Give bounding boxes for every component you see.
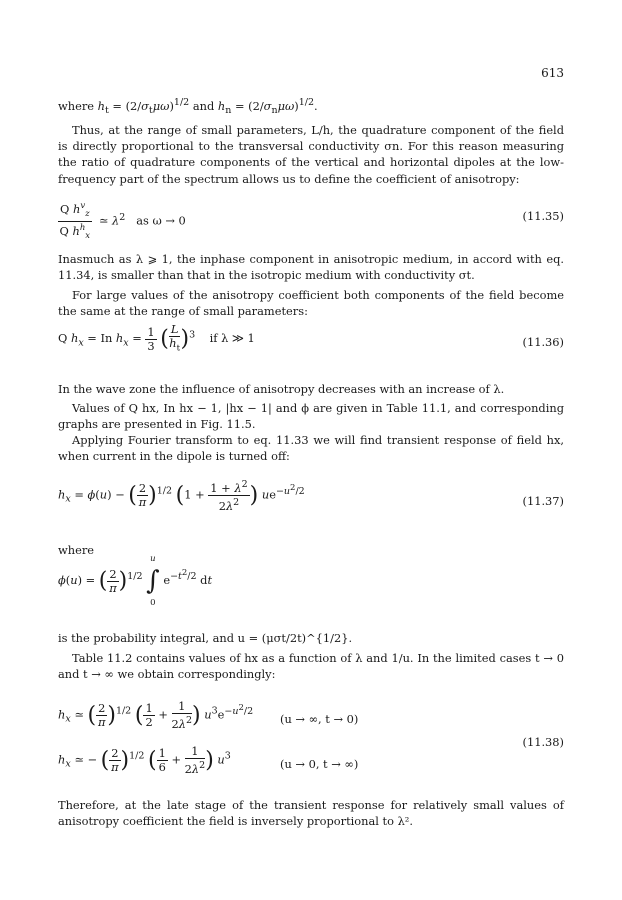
equation-11-36: Q $h_x = In$ $h_x$ = $\frac{1}{3}$ ( $\frac{L}{h_t}$ )$^3$ if λ ≫ 1 (11.36) (58, 322, 564, 354)
eq-11-35-number: (11.35) (522, 209, 564, 223)
equation-probability-integral: ϕ(u) = ( $\frac{2}{\pi}$ )$^{1/2}$ u ∫ 0 $e^{-t^2/2}$ dt (58, 554, 213, 608)
paragraph-inphase: Inasmuch as λ ⩾ 1, the inphase component in anisotropic medium, in accord with eq. 11.34, is smaller than that in the isotropic medium with conductivity σt. (58, 252, 564, 283)
equation-11-37: $h_x = \phi(u)$ − ( $\frac{2}{\pi}$ )$^{1/2}$ (1 + $\frac{1 + \lambda^2}{2\lambda^2}$ ) $ue^{-u^2/2}$ (11.37) (58, 479, 564, 513)
eq-11-36-number: (11.36) (522, 335, 564, 349)
paragraph-limited-cases: Table 11.2 contains values of hx as a function of λ and 1/u. In the limited cases t → 0 and t → ∞ we obtain correspondingly: (58, 651, 564, 682)
eq-11-37-number: (11.37) (522, 494, 564, 508)
eq-11-35-condition: as ω → 0 (136, 213, 186, 228)
paragraph-fourier: Applying Fourier transform to eq. 11.33 we will find transient response of field hx, when current in the dipole is turned off: (58, 433, 564, 464)
page-number: 613 (541, 66, 564, 80)
paragraph-anisotropy-intro: Thus, at the range of small parameters, L/h, the quadrature component of the field is directly proportional to the transversal conductivity σn. For this reason measuring the ratio of quadrature components of the vertical and horizontal dipoles at the low-frequency part of the spectrum allows us to define the coefficient of anisotropy: (58, 123, 564, 186)
paragraph-probability-integral: is the probability integral, and u = (μσt/2t)^{1/2}. (58, 631, 353, 645)
paragraph-values-table: Values of Q hx, In hx − 1, |hx − 1| and ϕ are given in Table 11.1, and corresponding graphs are presented in Fig. 11.5. (58, 401, 564, 432)
paragraph-large-values: For large values of the anisotropy coefficient both components of the field become the same at the range of small parameters: (58, 288, 564, 319)
equation-11-38-number-row (58, 735, 564, 751)
eq-11-38-condition-late: (u → 0, t → ∞) (280, 757, 359, 771)
paragraph-conclusion: Therefore, at the late stage of the transient response for relatively small values of anisotropy coefficient the field is inversely proportional to λ². (58, 798, 564, 829)
eq-11-36-condition: if λ ≫ 1 (209, 331, 255, 346)
equation-11-38-early: $h_x$ ≃ ( $\frac{2}{\pi}$ )$^{1/2}$ ( $\frac{1}{2}$ + $\frac{1}{2\lambda^2}$ ) $u^3e^{-u^2/2}$ (u → ∞, t → 0) (58, 699, 359, 731)
equation-11-35: $\frac{Q h^v_z}{Q h^h_x}$ ≃ $\lambda^2$ as ω → 0 (11.35) (59, 201, 564, 242)
where-line: where $h_t = (2/\sigma_t\mu\omega)^{1/2}$ and $h_n = (2/\sigma_n\mu\omega)^{1/2}$. (58, 97, 318, 117)
eq-11-38-number: (11.38) (522, 735, 564, 749)
eq-11-38-condition-early: (u → ∞, t → 0) (280, 712, 359, 726)
equation-11-38-late: $h_x$ ≃ − ( $\frac{2}{\pi}$ )$^{1/2}$ ( $\frac{1}{6}$ + $\frac{1}{2\lambda^2}$ ) $u^3$ (u → 0, t → ∞) (58, 744, 359, 776)
ratio-fraction: $\frac{Q h^v_z}{Q h^h_x}$ (59, 201, 91, 242)
integral-sign: u ∫ 0 (146, 554, 160, 608)
paragraph-wave-zone: In the wave zone the influence of anisotropy decreases with an increase of λ. (58, 382, 505, 396)
where-label: where (58, 543, 95, 557)
